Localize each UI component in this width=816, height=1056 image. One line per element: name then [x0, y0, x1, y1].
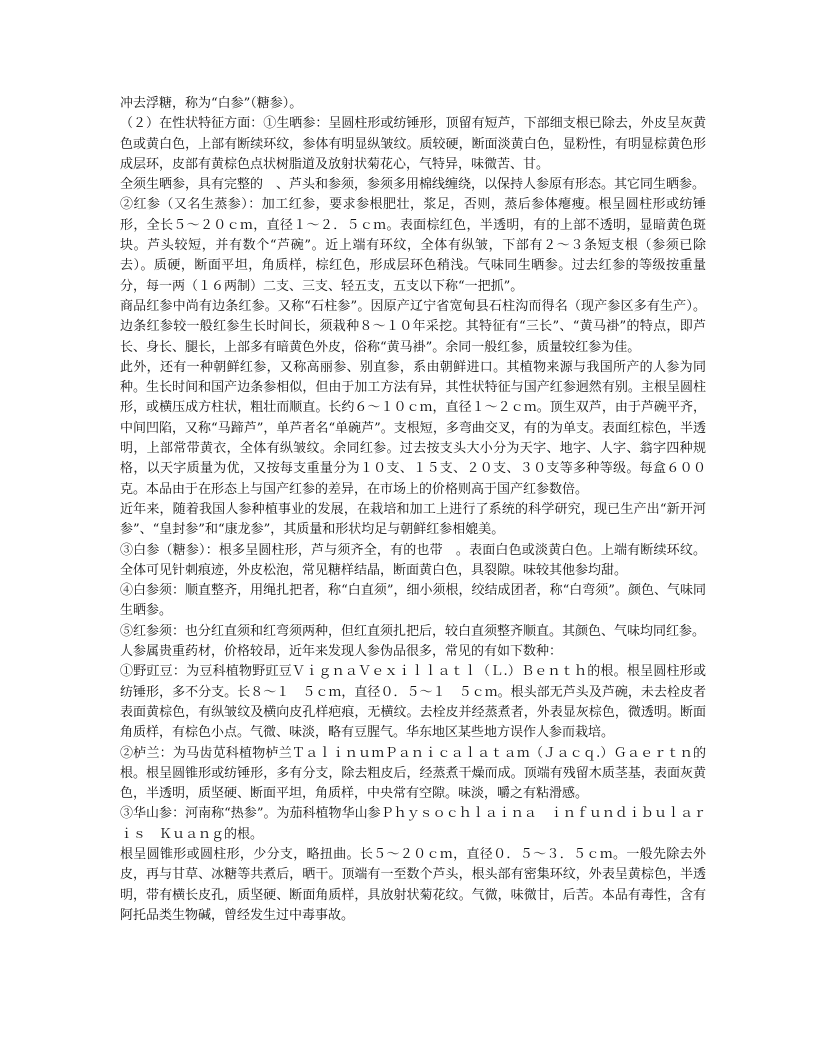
paragraph-border-red-ginseng: 商品红参中尚有边条红参。又称“石柱参”。因原产辽宁省宽甸县石柱沟而得名（现产参区多有生产）。边条红参较一般红参生长时间长，须栽种８～１０年采挖。其特征有“三长”、“黄马褂”的特点，即芦长、身长、腿长，上部多有暗黄色外皮，俗称“黄马褂”。余同一般红参，质量较红参为佳。 [120, 298, 706, 355]
paragraph-counterfeits-intro: 人参属贵重药材，价格较昂，近年来发现人参伪品很多，常见的有如下数种： [120, 644, 563, 660]
paragraph-red-ginseng-hair: ⑤红参须：也分红直须和红弯须两种，但红直须扎把后，较白直须整齐顺直。其颜色、气味均同红参。 [120, 623, 706, 639]
paragraph-wild-cowpea: ①野豇豆：为豆科植物野豇豆ＶｉｇｎａＶｅｘｉｌｌａｔｌ（Ｌ.）Ｂｅｎｔｈ的根。根呈圆柱形或纺锤形，多不分支。长８～１ ５ｃｍ，直径０．５～１ ５ｃｍ。根头部无芦头及芦碗，未去栓皮者表面黄棕色，有纵皱纹及横向皮孔样疤痕，无横纹。去栓皮并经蒸煮者，外表显灰棕色，微透明。断面角质样，有棕色小点。气微、味淡，略有豆腥气。华东地区某些地方误作人参而栽培。 [120, 664, 706, 741]
paragraph-white-ginseng-hair: ④白参须：顺直整齐，用绳扎把者，称“白直须”，细小须根，绞结成团者，称“白弯须”。颜色、气味同生晒参。 [120, 583, 706, 619]
paragraph-recent-years: 近年来，随着我国人参种植事业的发展，在栽培和加工上进行了系统的科学研究，现已生产出“新开河参”、“皇封参”和“康龙参”，其质量和形状均足与朝鲜红参相媲美。 [120, 501, 706, 538]
paragraph-talinum: ②栌兰：为马齿苋科植物栌兰ＴａｌｉｎｕｍＰａｎｉｃａｌａｔａｍ（Ｊａｃｑ.）Ｇａｅｒｔｎ的根。根呈圆锥形或纺锤形，多有分支，除去粗皮后，经蒸煮干燥而成。顶端有残留木质茎基，表面灰黄色，半透明，质坚硬、断面平坦，角质样，中央常有空隙。味淡，嚼之有粘滑感。 [120, 745, 706, 802]
paragraph-huashan-description: 根呈圆锥形或圆柱形，少分支，略扭曲。长５～２０ｃｍ，直径０．５～３．５ｃｍ。一般先除去外皮，再与甘草、冰糖等共煮后，晒干。顶端有一至数个芦头，根头部有密集环纹，外表呈黄棕色，半透明，带有横长皮孔，质坚硬、断面角质样，具放射状菊花纹。气微，味微甘，后苦。本品有毒性，含有阿托品类生物碱，曾经发生过中毒事故。 [120, 846, 706, 923]
paragraph-sun-dried-ginseng: （２）在性状特征方面：①生晒参：呈圆柱形或纺锤形，顶留有短芦，下部细支根已除去，外皮呈灰黄色或黄白色，上部有断续环纹，参体有明显纵皱纹。质较硬，断面淡黄白色，显粉性，有明显棕黄色形成层环，皮部有黄棕色点状树脂道及放射状菊花心，气特异，味微苦、甘。 [120, 116, 706, 172]
document-page [120, 94, 706, 926]
paragraph-sugar-ginseng-intro: 冲去浮糖，称为“白参”（糖参）。 [120, 96, 303, 111]
paragraph-huashan-ginseng: ③华山参：河南称“热参”。为茄科植物华山参Ｐｈｙｓｏｃｈｌａｉｎａ ｉｎｆｕｎｄｉｂｕｌａｒｉｓ Ｋｕａｎｇ的根。 [120, 806, 706, 842]
paragraph-korean-red-ginseng: 此外，还有一种朝鲜红参，又称高丽参、别直参，系由朝鲜进口。其植物来源与我国所产的人参为同种。生长时间和国产边条参相似，但由于加工方法有异，其性状特征与国产红参迥然有别。主根呈圆柱形，或横压成方柱状，粗壮而顺直。长约６～１０ｃｍ，直径１～２ｃｍ。顶生双芦，由于芦碗平齐，中间凹陷，又称“马蹄芦”，单芦者名“单碗芦”。支根短，多弯曲交叉，有的为单支。表面红棕色，半透明，上部常带黄衣，全体有纵皱纹。余同红参。过去按支头大小分为天字、地字、人字、翁字四种规格，以天字质量为优，又按每支重量分为１０支、１５支、２０支、３０支等多种等级。每盒６００克。本品由于在形态上与国产红参的差异，在市场上的价格则高于国产红参数倍。 [120, 359, 706, 497]
paragraph-whole-root-ginseng: 全须生晒参，具有完整的 、芦头和参须，参须多用棉线缠绕，以保持人参原有形态。其它同生晒参。 [120, 177, 706, 193]
paragraph-red-ginseng: ②红参（又名生蒸参）：加工红参，要求参根肥壮，浆足，否则，蒸后参体瘪瘦。根呈圆柱形或纺锤形，全长５～２０ｃｍ，直径１～２．５ｃｍ。表面棕红色，半透明，有的上部不透明，显暗黄色斑块。芦头较短，并有数个“芦碗”。近上端有环纹，全体有纵皱，下部有２～３条短支根（参须已除去）。质硬，断面平坦，角质样，棕红色，形成层环色稍浅。气味同生晒参。过去红参的等级按重量分，每一两（１６两制）二支、三支、轻五支，五支以下称“一把抓”。 [120, 197, 706, 294]
paragraph-white-ginseng: ③白参（糖参）：根多呈圆柱形，芦与须齐全，有的也带 。表面白色或淡黄白色。上端有断续环纹。全体可见针刺痕迹，外皮松泡，常见糖样结晶，断面黄白色，具裂隙。味较其他参均甜。 [120, 542, 706, 578]
